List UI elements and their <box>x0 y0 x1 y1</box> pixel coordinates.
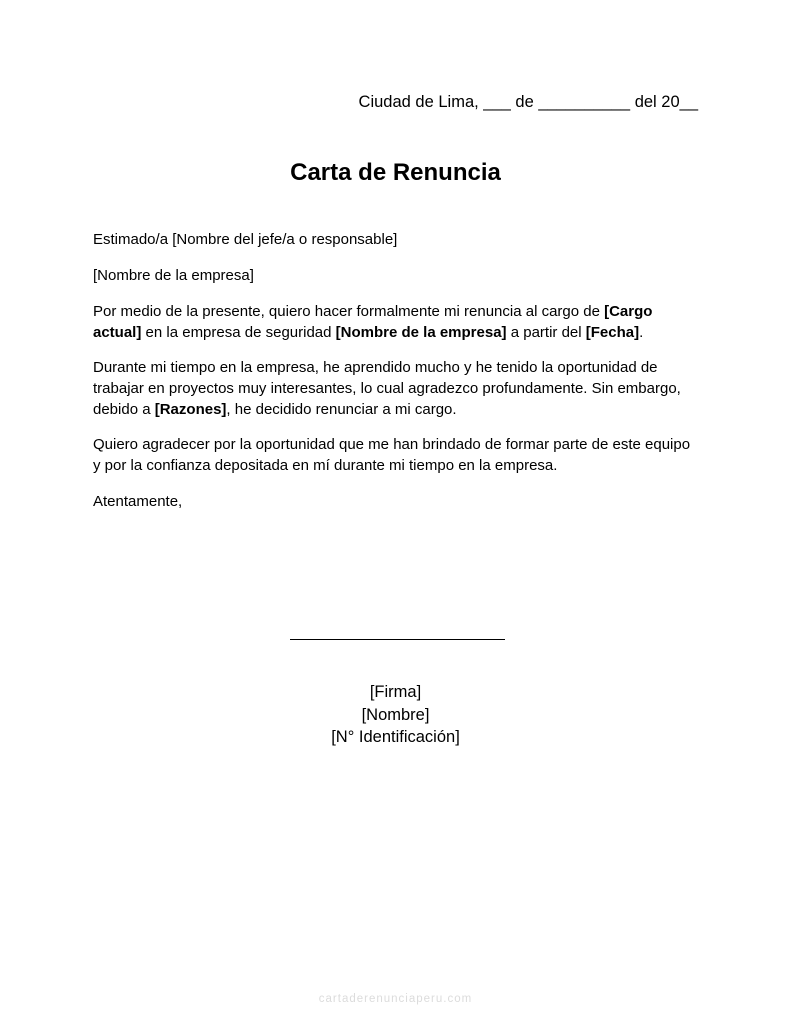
paragraph-reasons <box>93 357 693 420</box>
placeholder-cargo: [Cargo actual] <box>93 303 653 341</box>
closing-text: Atentamente, <box>93 493 183 510</box>
placeholder-empresa: [Nombre de la empresa] <box>335 324 507 341</box>
para1-text-1: Por medio de la presente, quiero hacer formalmente mi renuncia al cargo de <box>93 303 605 320</box>
letter-title: Carta de Renuncia <box>290 159 501 186</box>
company-line <box>93 265 693 286</box>
closing <box>93 491 693 512</box>
placeholder-fecha: [Fecha] <box>585 324 640 341</box>
placeholder-razones: [Razones] <box>154 401 227 418</box>
paragraph-resignation <box>93 301 693 343</box>
para1-text-2: en la empresa de seguridad <box>141 324 336 341</box>
para2-text-2: , he decidido renunciar a mi cargo. <box>226 401 457 418</box>
para1-text-4: . <box>639 324 644 341</box>
company-text: [Nombre de la empresa] <box>93 267 254 284</box>
date-line: Ciudad de Lima, ___ de __________ del 20__ <box>358 93 698 111</box>
signature-firma: [Firma] <box>369 683 422 701</box>
greeting-text: Estimado/a [Nombre del jefe/a o responsable] <box>93 231 398 248</box>
signature-identificacion: [N° Identificación] <box>331 728 460 746</box>
signature-line <box>290 639 505 640</box>
para3-text: Quiero agradecer por la oportunidad que me han brindado de formar parte de este equipo y por la confianza depositada en mí durante mi tiempo en la empresa. <box>93 436 691 474</box>
signature-block <box>0 681 791 749</box>
greeting <box>93 229 693 250</box>
signature-nombre: [Nombre] <box>361 705 430 724</box>
para2-text-1: Durante mi tiempo en la empresa, he aprendido mucho y he tenido la oportunidad de trabajar en proyectos muy interesantes, lo cual agradezco profundamente. Sin embargo, debido a <box>93 359 681 418</box>
watermark: cartaderenunciaperu.com <box>318 993 473 1005</box>
para1-text-3: a partir del <box>506 324 586 341</box>
paragraph-thanks <box>93 434 693 476</box>
